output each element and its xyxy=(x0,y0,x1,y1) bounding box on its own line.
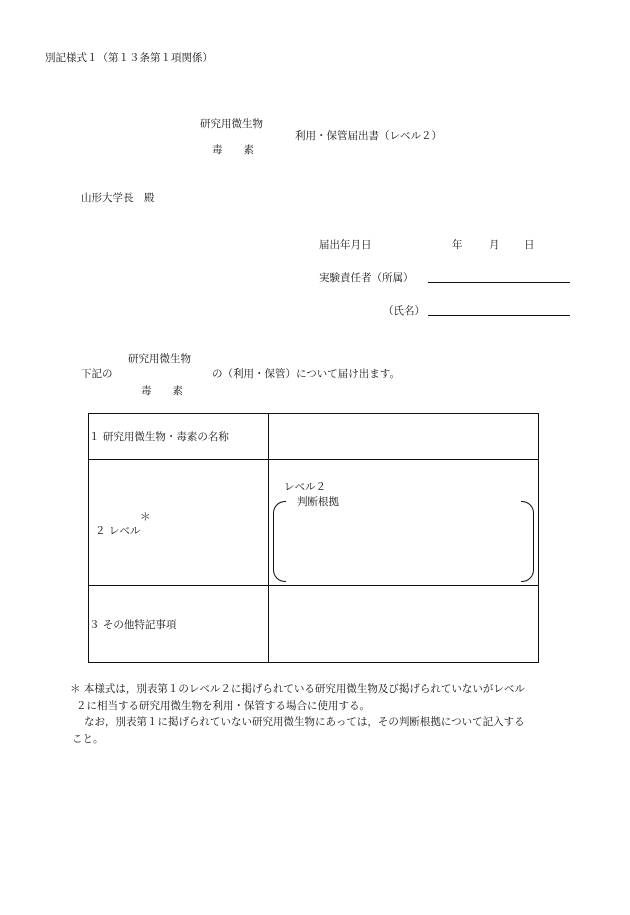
footnote-line: ＊ 本様式は，別表第１のレベル２に掲げられている研究用微生物及び掲げられていないがレベル xyxy=(70,683,525,695)
addressee: 山形大学長 殿 xyxy=(81,192,155,204)
level-value-cell[interactable] xyxy=(269,460,539,586)
table-row xyxy=(89,414,539,460)
day-label: 日 xyxy=(524,239,535,251)
level-text: レベル２ xyxy=(284,481,326,493)
document-title: 利用・保管届出書（レベル２） xyxy=(295,130,442,142)
row1-label: １ 研究用微生物・毒素の名称 xyxy=(89,414,269,460)
responsible-affiliation-label: 実験責任者（所属） xyxy=(319,272,414,284)
other-notes-cell[interactable] xyxy=(269,586,539,663)
affiliation-field-line[interactable] xyxy=(428,282,570,283)
notification-table xyxy=(88,413,539,663)
statement-option-toxin: 毒 素 xyxy=(141,385,183,397)
date-label: 届出年月日 xyxy=(319,239,372,251)
table-row xyxy=(89,460,539,586)
basis-label: 判断根拠 xyxy=(297,496,339,508)
statement-option-microorganism: 研究用微生物 xyxy=(128,353,191,365)
statement-prefix: 下記の xyxy=(81,368,113,380)
footnote-line: こと。 xyxy=(72,732,104,745)
bracket-right xyxy=(521,501,534,582)
footnote-line: ２に相当する研究用微生物を利用・保管する場合に使用する。 xyxy=(76,699,370,712)
bracket-left xyxy=(273,501,286,582)
row2-asterisk: ＊ xyxy=(140,511,151,523)
title-option-microorganism: 研究用微生物 xyxy=(200,118,263,130)
form-number: 別記様式１（第１３条第１項関係） xyxy=(45,52,213,64)
title-option-toxin: 毒 素 xyxy=(212,144,254,156)
year-label: 年 xyxy=(452,239,463,251)
footnote xyxy=(70,681,590,747)
row2-label: ２ レベル xyxy=(95,525,141,537)
table-row xyxy=(89,586,539,663)
row2-label-cell xyxy=(89,460,269,586)
statement-suffix: の（利用・保管）について届け出ます。 xyxy=(212,368,400,380)
name-field-line[interactable] xyxy=(428,315,570,316)
row3-label: ３ その他特記事項 xyxy=(89,586,269,663)
footnote-line: なお，別表第１に掲げられていない研究用微生物にあっては，その判断根拠について記入する xyxy=(84,716,525,728)
name-value-cell[interactable] xyxy=(269,414,539,460)
name-label: （氏名） xyxy=(383,305,425,317)
month-label: 月 xyxy=(489,239,500,251)
